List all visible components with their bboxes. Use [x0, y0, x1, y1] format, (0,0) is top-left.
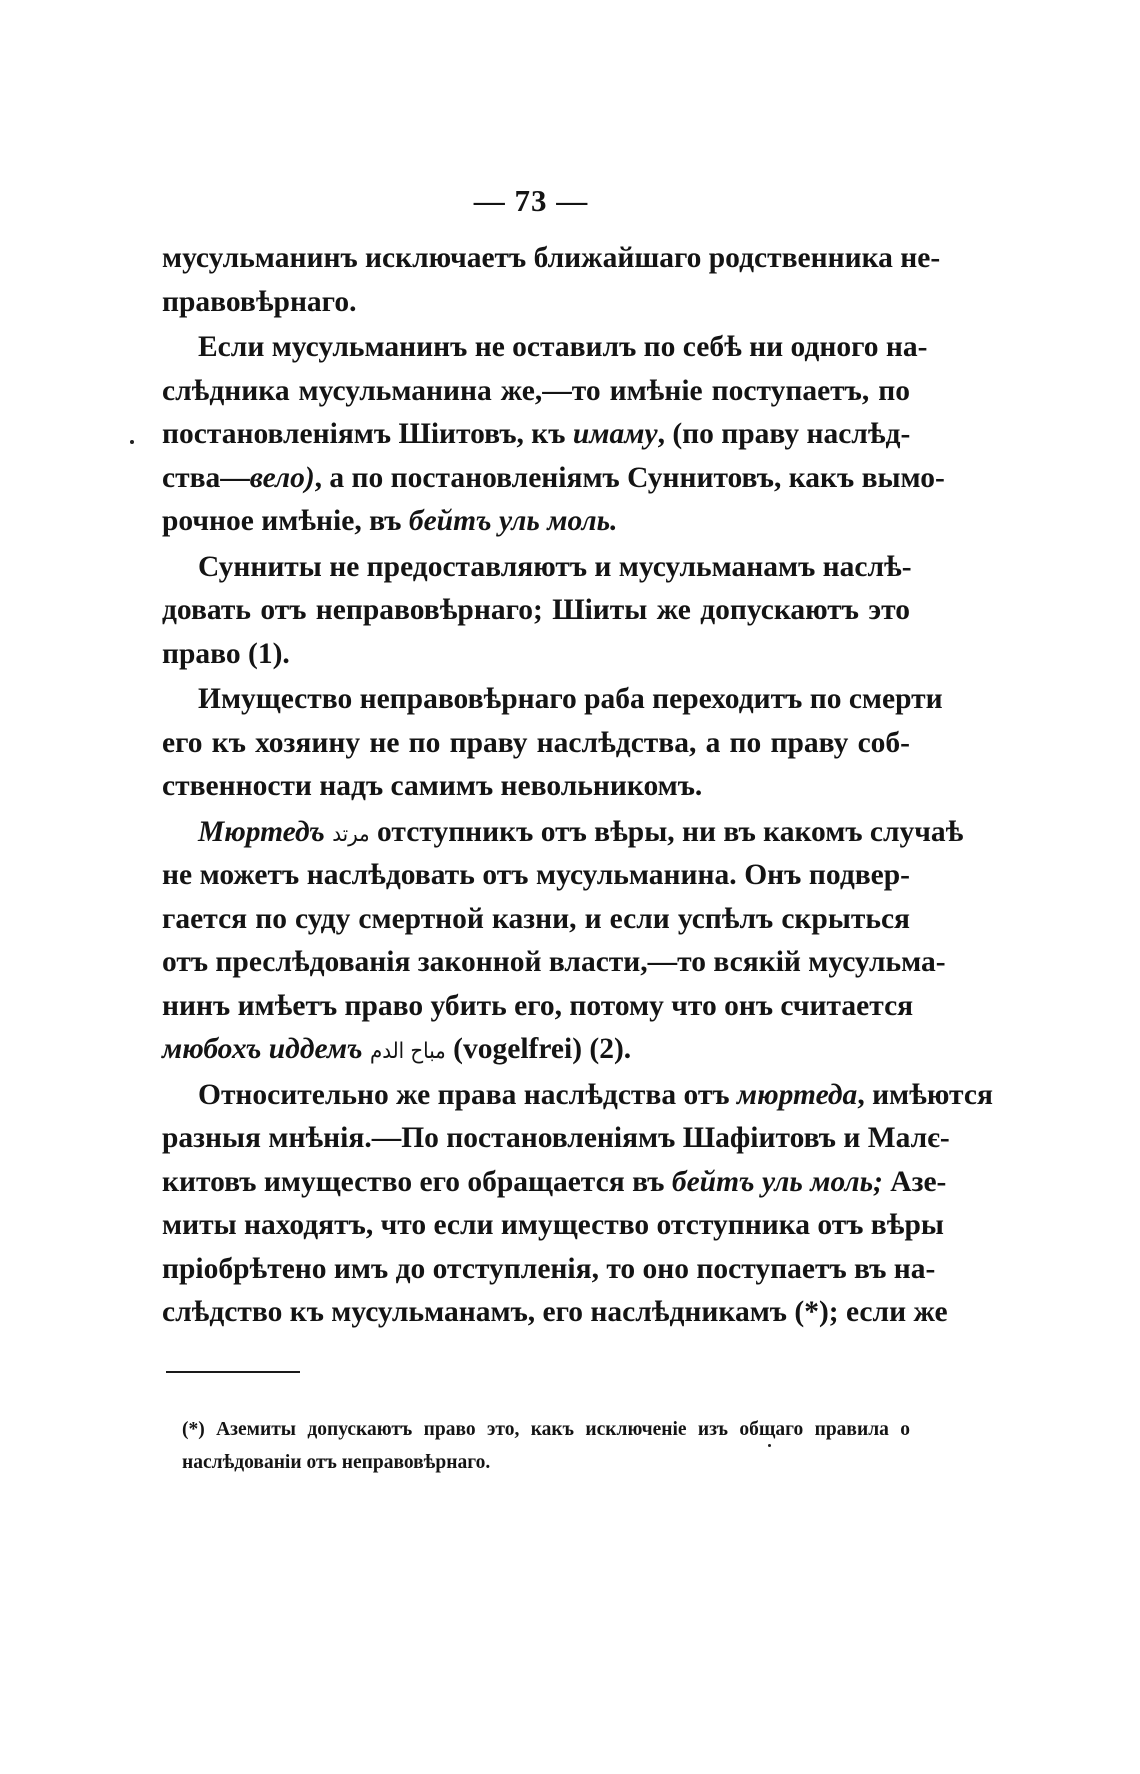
text-line — [162, 811, 964, 855]
text-run: мусульманинъ исключаетъ ближайшаго родственника не- — [162, 242, 941, 274]
text-line — [162, 765, 910, 809]
text-line — [162, 1248, 936, 1292]
main-text — [162, 237, 993, 1335]
text-line — [162, 1074, 993, 1118]
text-line — [162, 370, 910, 414]
arabic-term: مرتد — [332, 821, 370, 847]
text-run: Если мусульманинъ не оставилъ по себѣ ни одного на- — [198, 331, 928, 363]
text-line — [162, 500, 910, 544]
text-run: рочное имѣніе, въ — [162, 505, 409, 537]
italic-term: мюбохъ иддемъ — [162, 1033, 363, 1065]
text-run: его къ хозяину не по праву наслѣдства, а по праву соб- — [162, 726, 910, 759]
text-run: (vogelfrei) (2). — [445, 1033, 632, 1065]
text-run: не можетъ наслѣдовать отъ мусульманина. Онъ подвер- — [162, 859, 910, 891]
ink-speck — [768, 1444, 771, 1447]
text-run: , (по праву наслѣд- — [657, 418, 911, 450]
text-run: китовъ имущество его обращается въ — [162, 1165, 672, 1198]
text-run: пріобрѣтено имъ до отступленія, то оно поступаетъ въ на- — [162, 1252, 936, 1285]
ink-speck — [130, 440, 134, 444]
text-line — [162, 546, 910, 590]
text-run: разныя мнѣнія.—По постановленіямъ Шафіитовъ и Малє- — [162, 1122, 950, 1154]
text-run — [363, 1033, 370, 1065]
text-line — [162, 633, 910, 677]
text-line — [162, 941, 946, 985]
text-line — [162, 457, 945, 501]
italic-term: Мюртедъ — [198, 815, 325, 848]
text-run: ства— — [162, 461, 250, 494]
text-line — [162, 589, 910, 633]
text-line — [162, 1028, 910, 1072]
text-line — [162, 1161, 947, 1205]
text-run: Сунниты не предоставляютъ и мусульманамъ наслѣ- — [198, 550, 912, 583]
text-run: правовѣрнаго. — [162, 285, 357, 318]
text-run: отъ преслѣдованія законной власти,—то всякій мусульма- — [162, 946, 946, 978]
text-run: , а по постановленіямъ Суннитовъ, какъ вымо- — [314, 461, 945, 494]
text-line — [162, 413, 910, 457]
text-run: слѣдство къ мусульманамъ, его наслѣдникамъ (*); если же — [162, 1296, 948, 1328]
paragraph — [162, 237, 941, 324]
italic-term: мюртеда — [736, 1078, 858, 1111]
text-run: нинъ имѣетъ право убить его, потому что онъ считается — [162, 989, 914, 1022]
text-run: право (1). — [162, 637, 290, 670]
footnote-line: (*) Аземиты допускаютъ право это, какъ исключеніе изъ общаго правила о — [182, 1419, 910, 1440]
text-run: гается по суду смертной казни, и если успѣлъ скрыться — [162, 902, 910, 935]
paragraph — [162, 678, 943, 809]
italic-term: бейтъ уль моль. — [408, 505, 618, 537]
text-run: довать отъ неправовѣрнаго; Шіиты же допускаютъ это — [162, 594, 910, 626]
text-run: постановленіямъ Шіитовъ, къ — [162, 418, 573, 450]
text-line — [162, 898, 910, 942]
text-line — [162, 1291, 948, 1335]
text-line — [162, 326, 928, 370]
paragraph — [162, 326, 945, 544]
text-run: Азе- — [882, 1165, 947, 1198]
text-line — [162, 237, 941, 281]
footnote — [182, 1413, 910, 1479]
text-line — [162, 678, 943, 722]
italic-term: вело) — [249, 461, 315, 494]
footnote-line: наслѣдованіи отъ неправовѣрнаго. — [182, 1452, 491, 1473]
italic-term: имаму — [572, 418, 658, 450]
page-number: — 73 — — [473, 183, 589, 218]
text-line — [162, 854, 910, 898]
text-run: ственности надъ самимъ невольникомъ. — [162, 770, 703, 802]
text-run: , имѣются — [857, 1078, 993, 1111]
italic-term: бейтъ уль моль; — [671, 1165, 883, 1198]
text-line — [162, 985, 914, 1029]
text-line — [162, 722, 910, 766]
text-run: миты находятъ, что если имущество отступника отъ вѣры — [162, 1209, 944, 1241]
paragraph — [162, 811, 964, 1072]
text-run: слѣдника мусульманина же,—то имѣніе поступаетъ, по — [162, 374, 910, 407]
footnote-divider — [166, 1371, 300, 1373]
text-line — [162, 1204, 944, 1248]
text-line — [162, 281, 910, 325]
paragraph — [162, 1074, 993, 1335]
text-line — [162, 1117, 950, 1161]
arabic-term: مباح الدم — [369, 1039, 446, 1064]
text-run: Имущество неправовѣрнаго раба переходитъ по смерти — [198, 683, 943, 715]
text-run: отступникъ отъ вѣры, ни въ какомъ случаѣ — [369, 815, 964, 848]
text-run: Относительно же права наслѣдства отъ — [198, 1078, 737, 1111]
paragraph — [162, 546, 910, 677]
